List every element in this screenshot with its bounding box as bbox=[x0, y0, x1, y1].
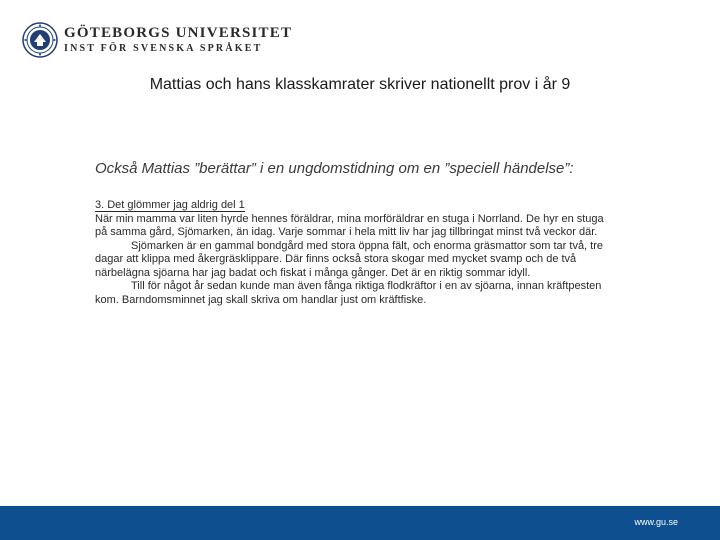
essay-paragraph: Sjömarken är en gammal bondgård med stora öppna fält, och enorma gräsmattor som tar två, tre dagar att klippa med åkergräsklippare. Där finns också stora skogar med mycket svamp och de två närbelägna sjöarna har jag badat och fiskat i många gånger. Det är en riktig sommar idyll. bbox=[95, 239, 604, 279]
essay-paragraph: Till för något år sedan kunde man även fånga riktiga flodkräftor i en av sjöarna, innan kräftpesten kom. Barndomsminnet jag skall skriva om handlar just om kräftfiske. bbox=[95, 280, 602, 306]
essay-paragraph: När min mamma var liten hyrde hennes föräldrar, mina morföräldrar en stuga i Norrland. De hyr en stuga på samma gård, Sjömarken, än idag. Varje sommar i hela mitt liv har jag tillbringat minst två veckor där. bbox=[95, 212, 604, 238]
footer-url[interactable]: www.gu.se bbox=[634, 517, 678, 527]
slide-intro: Också Mattias ”berättar” i en ungdomstidning om en ”speciell händelse”: bbox=[95, 160, 574, 177]
essay-heading: 3. Det glömmer jag aldrig del 1 bbox=[95, 199, 245, 211]
university-name: GÖTEBORGS UNIVERSITET bbox=[64, 25, 293, 41]
university-header bbox=[22, 20, 292, 60]
footer-bar bbox=[0, 506, 720, 540]
slide-title: Mattias och hans klasskamrater skriver nationellt prov i år 9 bbox=[149, 76, 571, 93]
university-wordmark bbox=[64, 25, 292, 55]
university-seal-icon bbox=[22, 22, 58, 58]
department-name: INST FÖR SVENSKA SPRÅKET bbox=[64, 43, 263, 54]
essay-text bbox=[95, 199, 610, 307]
